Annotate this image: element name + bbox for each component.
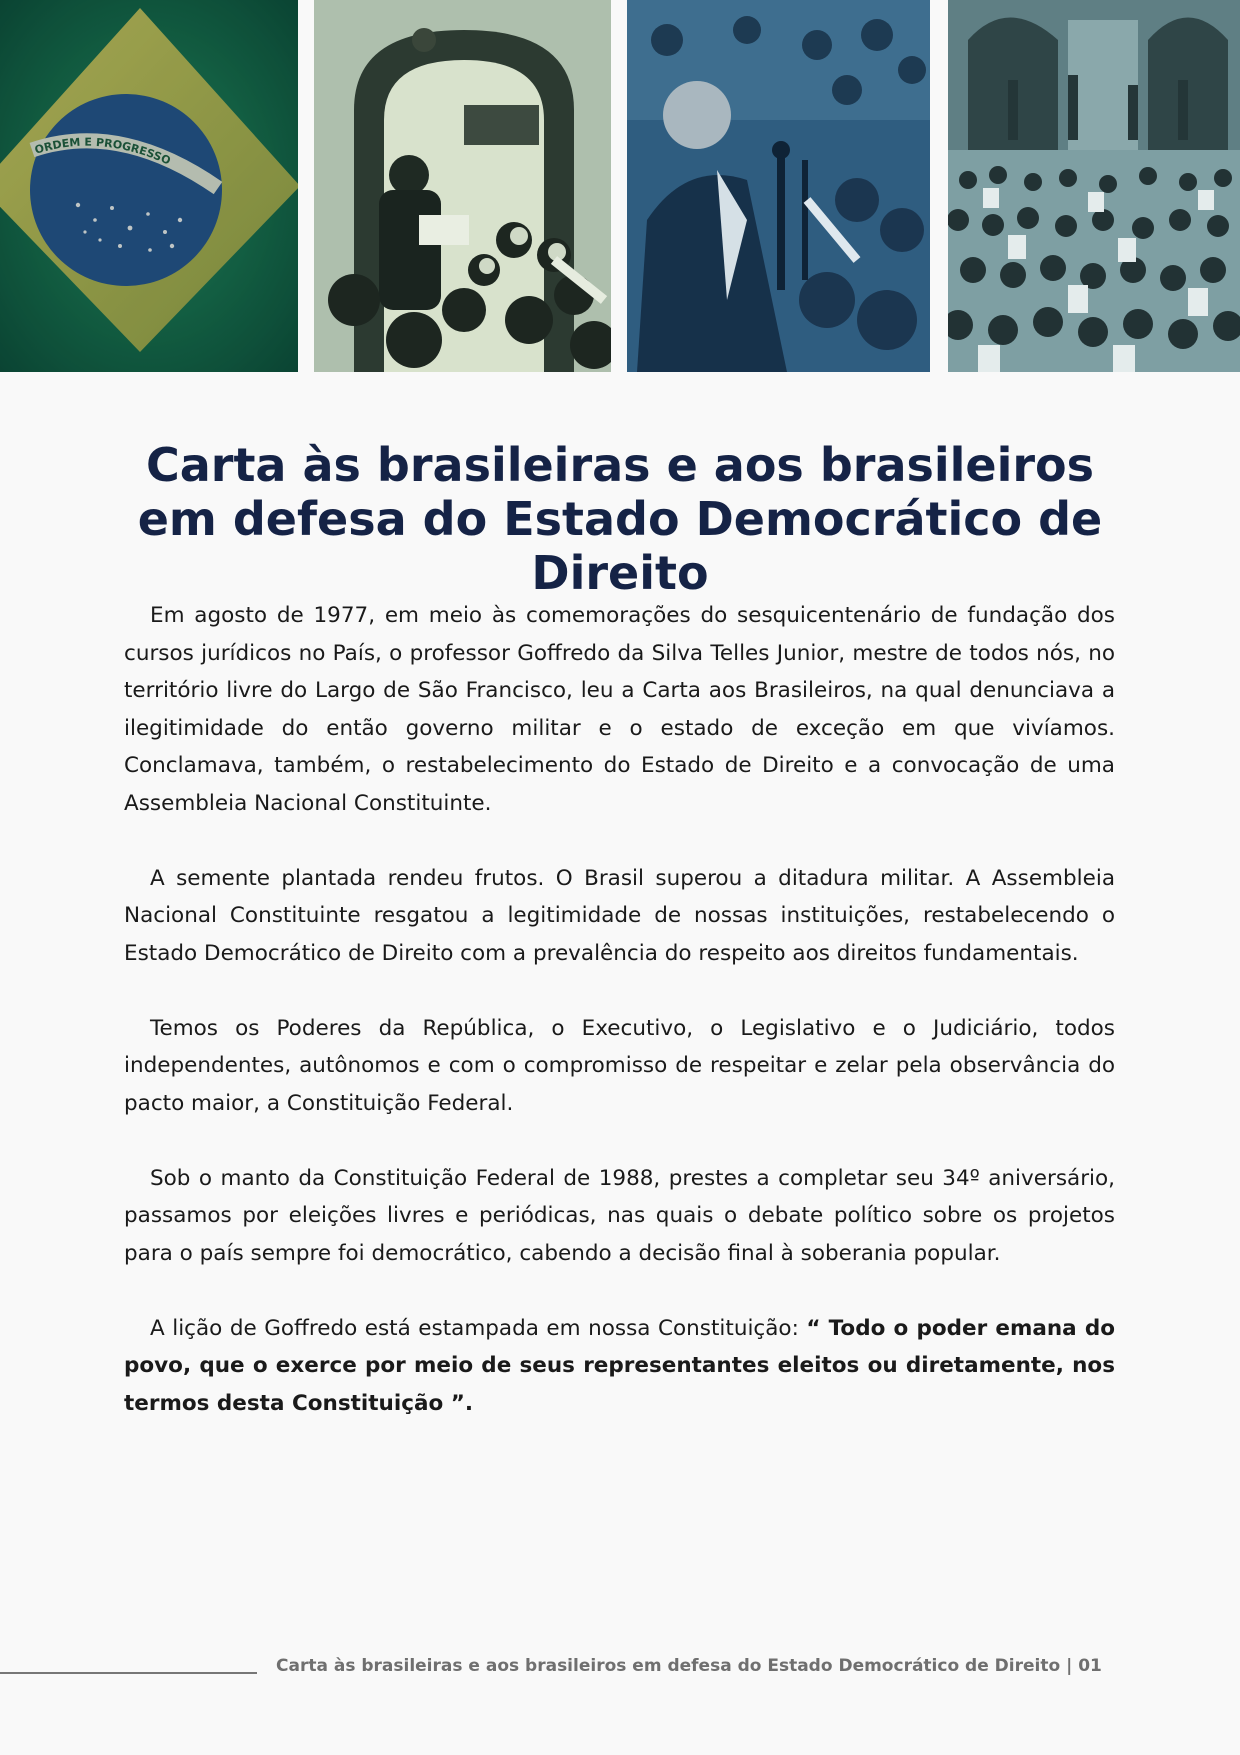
speech-photo: [627, 0, 930, 372]
photo-strip: [0, 0, 1240, 372]
page-title: Carta às brasileiras e aos brasileiros em defesa do Estado Democrático de Direito: [137, 438, 1103, 600]
letter-body: [124, 597, 1115, 1460]
paragraph-3: Temos os Poderes da República, o Executivo, o Legislativo e o Judiciário, todos independentes, autônomos e com o compromisso de respeitar e zelar pela observância do pacto maior, a Constituição Federal.: [124, 1015, 1115, 1116]
paragraph-1: Em agosto de 1977, em meio às comemorações do sesquicentenário de fundação dos cursos jurídicos no País, o professor Goffredo da Silva Telles Junior, mestre de todos nós, no território livre do Largo de São Francisco, leu a Carta aos Brasileiros, na qual denunciava a ilegitimidade do então governo militar e o estado de exceção em que vivíamos. Conclamava, também, o restabelecimento do Estado de Direito e a convocação de uma Assembleia Nacional Constituinte.: [124, 603, 1115, 816]
footer-page-label: Carta às brasileiras e aos brasileiros em defesa do Estado Democrático de Direito | 01: [276, 1656, 1102, 1676]
constitution-quote: “ Todo o poder emana do povo, que o exerce por meio de seus representantes eleitos ou diretamente, nos termos desta Constituição ”.: [124, 1315, 1115, 1416]
paragraph-4: Sob o manto da Constituição Federal de 1988, prestes a completar seu 34º aniversário, passamos por eleições livres e periódicas, nas quais o debate político sobre os projetos para o país sempre foi democrático, cabendo a decisão final à soberania popular.: [124, 1165, 1115, 1266]
reading-letter-photo: [314, 0, 611, 372]
brazil-flag-photo: [0, 0, 298, 372]
crowd-courtyard-photo: [948, 0, 1240, 372]
paragraph-5-intro: A lição de Goffredo está estampada em nossa Constituição:: [150, 1315, 807, 1341]
paragraph-2: A semente plantada rendeu frutos. O Brasil superou a ditadura militar. A Assembleia Nacional Constituinte resgatou a legitimidade de nossas instituições, restabelecendo o Estado Democrático de Direito com a prevalência do respeito aos direitos fundamentais.: [124, 865, 1115, 966]
flag-motto: ORDEM E PROGRESSO: [33, 135, 173, 168]
paragraph-5: [124, 1310, 1115, 1423]
footer-divider: [0, 1672, 257, 1674]
